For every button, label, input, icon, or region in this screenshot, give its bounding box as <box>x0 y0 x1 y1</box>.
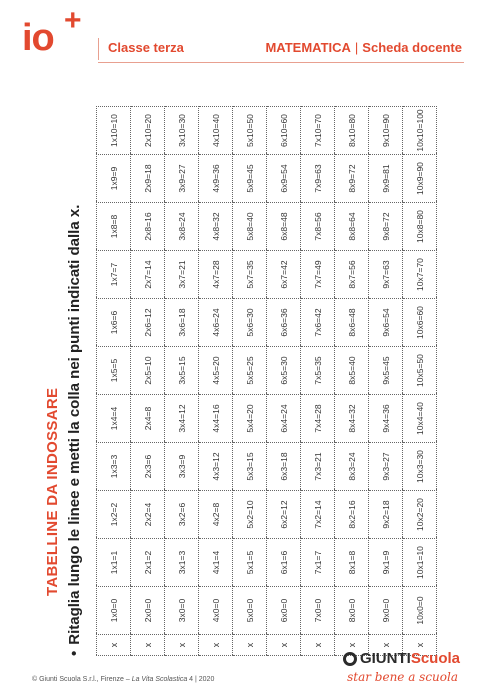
multiplication-cell: 5x6=30 <box>233 299 267 347</box>
publication-title: La Vita Scolastica <box>131 676 188 683</box>
multiplication-cell: 10x7=70 <box>403 251 437 299</box>
multiplication-cell: 8x4=32 <box>335 395 369 443</box>
io-logo: io <box>22 17 54 59</box>
multiplication-cell: 5x0=0 <box>233 587 267 635</box>
multiplication-cell: 5x10=50 <box>233 107 267 155</box>
glue-mark: x <box>369 635 403 656</box>
multiplication-cell: 3x9=27 <box>165 155 199 203</box>
multiplication-cell: 6x8=48 <box>267 203 301 251</box>
table-row <box>335 107 369 656</box>
multiplication-cell: 8x7=56 <box>335 251 369 299</box>
multiplication-cell: 1x5=5 <box>97 347 131 395</box>
multiplication-cell: 6x1=6 <box>267 539 301 587</box>
multiplication-cell: 5x3=15 <box>233 443 267 491</box>
multiplication-cell: 3x3=9 <box>165 443 199 491</box>
instruction-label: Ritaglia lungo le linee e metti la colla nei punti indicati dalla x. <box>66 204 83 645</box>
multiplication-cell: 7x10=70 <box>301 107 335 155</box>
multiplication-cell: 6x6=36 <box>267 299 301 347</box>
glue-mark: x <box>233 635 267 656</box>
subject-separator: | <box>354 40 359 55</box>
multiplication-cell: 2x9=18 <box>131 155 165 203</box>
multiplication-cell: 8x8=64 <box>335 203 369 251</box>
multiplication-cell: 8x9=72 <box>335 155 369 203</box>
multiplication-cell: 10x4=40 <box>403 395 437 443</box>
multiplication-cell: 1x7=7 <box>97 251 131 299</box>
multiplication-cell: 8x0=0 <box>335 587 369 635</box>
multiplication-cell: 6x2=12 <box>267 491 301 539</box>
multiplication-cell: 5x4=20 <box>233 395 267 443</box>
multiplication-cell: 1x10=10 <box>97 107 131 155</box>
rotated-worksheet <box>44 96 425 656</box>
multiplication-cell: 4x9=36 <box>199 155 233 203</box>
table-row <box>301 107 335 656</box>
multiplication-cell: 3x6=18 <box>165 299 199 347</box>
multiplication-cell: 4x3=12 <box>199 443 233 491</box>
glue-mark: x <box>199 635 233 656</box>
issue-number: 4 | 2020 <box>187 676 215 683</box>
multiplication-cell: 9x8=72 <box>369 203 403 251</box>
multiplication-cell: 5x1=5 <box>233 539 267 587</box>
multiplication-cell: 5x8=40 <box>233 203 267 251</box>
multiplication-cell: 2x1=2 <box>131 539 165 587</box>
multiplication-cell: 2x7=14 <box>131 251 165 299</box>
subject-label <box>265 40 462 55</box>
multiplication-cell: 9x6=54 <box>369 299 403 347</box>
giunti-scuola-logo <box>343 650 460 667</box>
table-row <box>131 107 165 656</box>
multiplication-cell: 9x1=9 <box>369 539 403 587</box>
glue-mark: x <box>301 635 335 656</box>
multiplication-cell: 1x8=8 <box>97 203 131 251</box>
plus-icon: + <box>64 4 82 37</box>
multiplication-cell: 3x5=15 <box>165 347 199 395</box>
multiplication-cell: 3x0=0 <box>165 587 199 635</box>
page-header <box>0 0 500 70</box>
class-label: Classe terza <box>108 40 184 55</box>
multiplication-cell: 9x9=81 <box>369 155 403 203</box>
multiplication-cell: 6x7=42 <box>267 251 301 299</box>
multiplication-cell: 10x3=30 <box>403 443 437 491</box>
multiplication-cell: 4x2=8 <box>199 491 233 539</box>
multiplication-cell: 1x9=9 <box>97 155 131 203</box>
multiplication-cell: 7x4=28 <box>301 395 335 443</box>
role-label: Scheda docente <box>362 40 462 55</box>
multiplication-cell: 6x10=60 <box>267 107 301 155</box>
multiplication-cell: 2x4=8 <box>131 395 165 443</box>
table-row <box>199 107 233 656</box>
multiplication-cell: 1x2=2 <box>97 491 131 539</box>
multiplication-cell: 4x6=24 <box>199 299 233 347</box>
multiplication-cell: 2x10=20 <box>131 107 165 155</box>
multiplication-cell: 9x4=36 <box>369 395 403 443</box>
multiplication-cell: 4x1=4 <box>199 539 233 587</box>
multiplication-cell: 3x4=12 <box>165 395 199 443</box>
multiplication-cell: 3x2=6 <box>165 491 199 539</box>
multiplication-cell: 6x4=24 <box>267 395 301 443</box>
multiplication-cell: 9x3=27 <box>369 443 403 491</box>
multiplication-cell: 4x5=20 <box>199 347 233 395</box>
multiplication-cell: 7x6=42 <box>301 299 335 347</box>
g-mark-icon <box>343 652 357 666</box>
glue-mark: x <box>131 635 165 656</box>
multiplication-cell: 6x3=18 <box>267 443 301 491</box>
multiplication-cell: 10x2=20 <box>403 491 437 539</box>
table-row <box>233 107 267 656</box>
brand-main: GIUNTI <box>359 650 411 667</box>
multiplication-cell: 8x3=24 <box>335 443 369 491</box>
table-row <box>97 107 131 656</box>
multiplication-cell: 7x0=0 <box>301 587 335 635</box>
multiplication-cell: 9x7=63 <box>369 251 403 299</box>
multiplication-cell: 4x0=0 <box>199 587 233 635</box>
multiplication-cell: 4x8=32 <box>199 203 233 251</box>
table-row <box>267 107 301 656</box>
header-rule <box>98 62 464 63</box>
multiplication-cell: 1x1=1 <box>97 539 131 587</box>
glue-mark: x <box>403 635 437 656</box>
multiplication-cell: 10x1=10 <box>403 539 437 587</box>
multiplication-cell: 8x2=16 <box>335 491 369 539</box>
multiplication-cell: 1x4=4 <box>97 395 131 443</box>
multiplication-cell: 7x1=7 <box>301 539 335 587</box>
multiplication-cell: 1x3=3 <box>97 443 131 491</box>
multiplication-cell: 7x2=14 <box>301 491 335 539</box>
brand-tagline: star bene a scuola <box>347 670 458 684</box>
multiplication-cell: 6x5=30 <box>267 347 301 395</box>
multiplication-cell: 9x2=18 <box>369 491 403 539</box>
multiplication-cell: 5x9=45 <box>233 155 267 203</box>
multiplication-cell: 4x4=16 <box>199 395 233 443</box>
table-row <box>403 107 437 656</box>
multiplication-cell: 3x7=21 <box>165 251 199 299</box>
multiplication-cell: 2x3=6 <box>131 443 165 491</box>
table-row <box>369 107 403 656</box>
worksheet-title: TABELLINE DA INDOSSARE <box>44 387 61 596</box>
multiplication-cell: 8x6=48 <box>335 299 369 347</box>
glue-mark: x <box>267 635 301 656</box>
multiplication-cell: 2x0=0 <box>131 587 165 635</box>
multiplication-cell: 5x5=25 <box>233 347 267 395</box>
multiplication-cell: 2x5=10 <box>131 347 165 395</box>
multiplication-cell: 8x10=80 <box>335 107 369 155</box>
multiplication-cell: 7x5=35 <box>301 347 335 395</box>
glue-mark: x <box>97 635 131 656</box>
multiplication-cell: 5x2=10 <box>233 491 267 539</box>
multiplication-cell: 9x0=0 <box>369 587 403 635</box>
glue-mark: x <box>165 635 199 656</box>
subject-name: MATEMATICA <box>265 40 351 55</box>
multiplication-cell: 7x8=56 <box>301 203 335 251</box>
multiplication-cell: 7x7=49 <box>301 251 335 299</box>
multiplication-cell: 10x10=100 <box>403 107 437 155</box>
multiplication-cell: 3x10=30 <box>165 107 199 155</box>
copyright-note <box>32 676 214 683</box>
multiplication-cell: 1x6=6 <box>97 299 131 347</box>
glue-mark: x <box>335 635 369 656</box>
times-table-grid <box>96 106 437 656</box>
multiplication-cell: 10x5=50 <box>403 347 437 395</box>
multiplication-cell: 7x9=63 <box>301 155 335 203</box>
header-divider <box>98 38 99 60</box>
multiplication-cell: 3x1=3 <box>165 539 199 587</box>
multiplication-cell: 6x0=0 <box>267 587 301 635</box>
bullet-icon: • <box>66 650 83 656</box>
multiplication-cell: 8x1=8 <box>335 539 369 587</box>
brand-accent: Scuola <box>410 650 460 667</box>
multiplication-cell: 5x7=35 <box>233 251 267 299</box>
multiplication-cell: 1x0=0 <box>97 587 131 635</box>
multiplication-cell: 2x2=4 <box>131 491 165 539</box>
multiplication-cell: 2x6=12 <box>131 299 165 347</box>
table-row <box>165 107 199 656</box>
multiplication-cell: 10x8=80 <box>403 203 437 251</box>
multiplication-cell: 9x5=45 <box>369 347 403 395</box>
multiplication-cell: 8x5=40 <box>335 347 369 395</box>
multiplication-cell: 4x10=40 <box>199 107 233 155</box>
multiplication-cell: 4x7=28 <box>199 251 233 299</box>
multiplication-cell: 7x3=21 <box>301 443 335 491</box>
multiplication-cell: 10x9=90 <box>403 155 437 203</box>
multiplication-cell: 10x0=0 <box>403 587 437 635</box>
multiplication-cell: 9x10=90 <box>369 107 403 155</box>
multiplication-cell: 2x8=16 <box>131 203 165 251</box>
multiplication-cell: 10x6=60 <box>403 299 437 347</box>
multiplication-cell: 6x9=54 <box>267 155 301 203</box>
copyright-text: © Giunti Scuola S.r.l., Firenze – <box>32 676 132 683</box>
multiplication-cell: 3x8=24 <box>165 203 199 251</box>
instruction-text <box>66 205 83 656</box>
